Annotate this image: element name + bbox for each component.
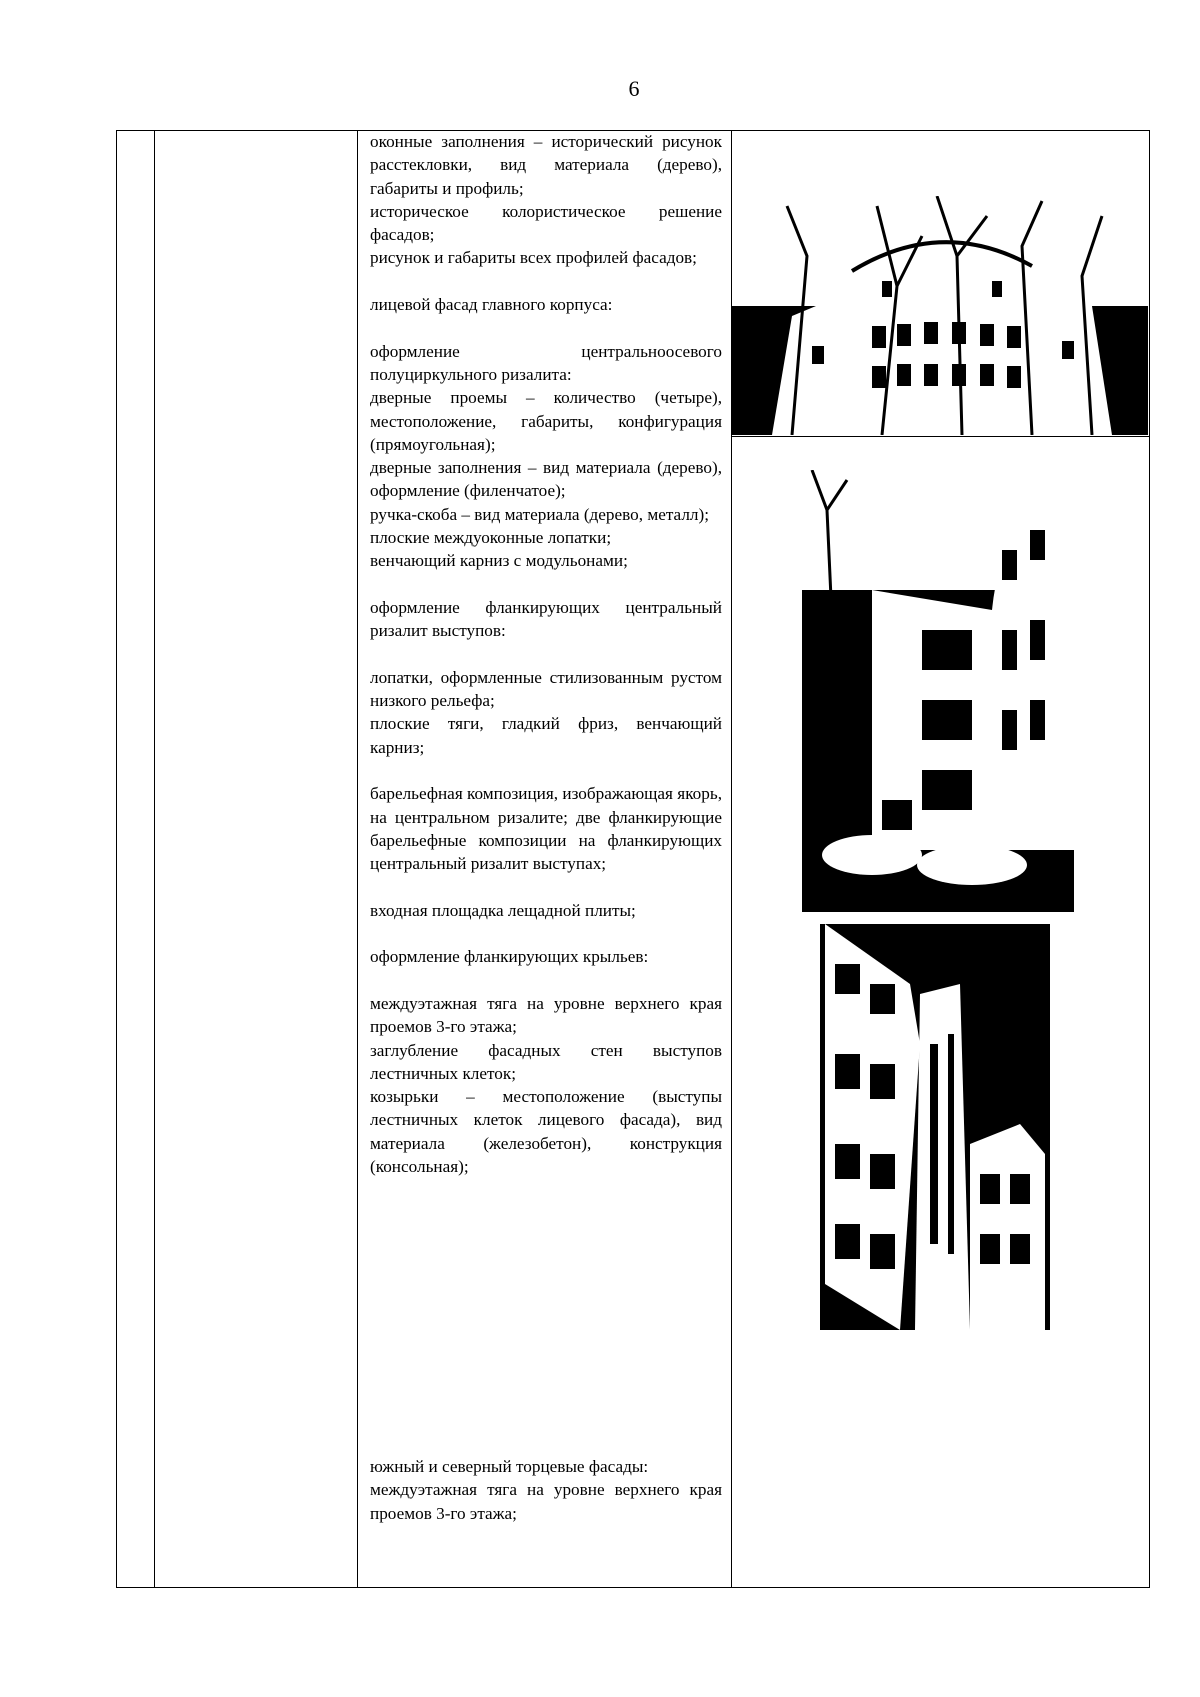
text-block-1 xyxy=(370,130,722,270)
text-line: историческое колористическое решение фасадов; xyxy=(370,201,722,245)
page-number: 6 xyxy=(628,76,640,101)
text-line: оформление фланкирующих крыльев: xyxy=(370,947,649,967)
text-line: дверные проемы – количество (четыре), местоположение, габариты, конфигурация (прямоугольная); xyxy=(370,388,722,454)
text-block-7 xyxy=(370,899,722,922)
text-block-8 xyxy=(370,945,722,968)
text-line: междуэтажная тяга на уровне верхнего края проемов 3-го этажа; xyxy=(370,993,722,1037)
text-block-9 xyxy=(370,992,722,1178)
building-photo-2 xyxy=(802,470,1074,912)
text-line: ручка-скоба – вид материала (дерево, металл); xyxy=(370,504,709,524)
text-line: плоские междуоконные лопатки; xyxy=(370,528,612,548)
text-line: рисунок и габариты всех профилей фасадов; xyxy=(370,248,697,268)
description-text-final xyxy=(370,1455,722,1525)
text-line: козырьки – местоположение (выступы лестничных клеток лицевого фасада), вид материала (железобетон), конструкция (консольная); xyxy=(370,1087,722,1177)
text-block-2 xyxy=(370,293,722,316)
text-line: плоские тяги, гладкий фриз, венчающий карниз; xyxy=(370,714,722,757)
text-line: лицевой фасад главного корпуса: xyxy=(370,295,613,315)
text-line: входная площадка лещадной плиты; xyxy=(370,900,636,920)
text-block-3 xyxy=(370,340,722,573)
text-line: междуэтажная тяга на уровне верхнего края проемов 3-го этажа; xyxy=(370,1480,722,1523)
text-line: южный и северный торцевые фасады: xyxy=(370,1457,649,1476)
text-line: дверные заполнения – вид материала (дерево), оформление (филенчатое); xyxy=(370,458,722,501)
column-divider-2 xyxy=(357,131,358,1587)
building-photo-3 xyxy=(820,924,1050,1330)
text-line: венчающий карниз с модульонами; xyxy=(370,551,628,571)
building-photo-1 xyxy=(732,196,1148,435)
text-line: оформление фланкирующих центральный ризалит выступов: xyxy=(370,597,722,641)
description-text xyxy=(370,130,722,1202)
row-divider-photo-cell xyxy=(731,436,1149,437)
text-line: барельефная композиция, изображающая якорь, на центральном ризалите; две фланкирующие барельефные композиции на фланкирующих центральный ризалит выступах; xyxy=(370,784,722,874)
text-line: оформление центральноосевого полуциркульного ризалита: xyxy=(370,341,722,384)
text-block-4 xyxy=(370,596,722,643)
text-block-6 xyxy=(370,782,722,875)
text-line: оконные заполнения – исторический рисунок расстекловки, вид материала (дерево), габариты и профиль; xyxy=(370,132,722,198)
text-block-5 xyxy=(370,666,722,759)
column-divider-1 xyxy=(154,131,155,1587)
text-line: лопатки, оформленные стилизованным рустом низкого рельефа; xyxy=(370,667,722,711)
text-line: заглубление фасадных стен выступов лестничных клеток; xyxy=(370,1040,722,1083)
